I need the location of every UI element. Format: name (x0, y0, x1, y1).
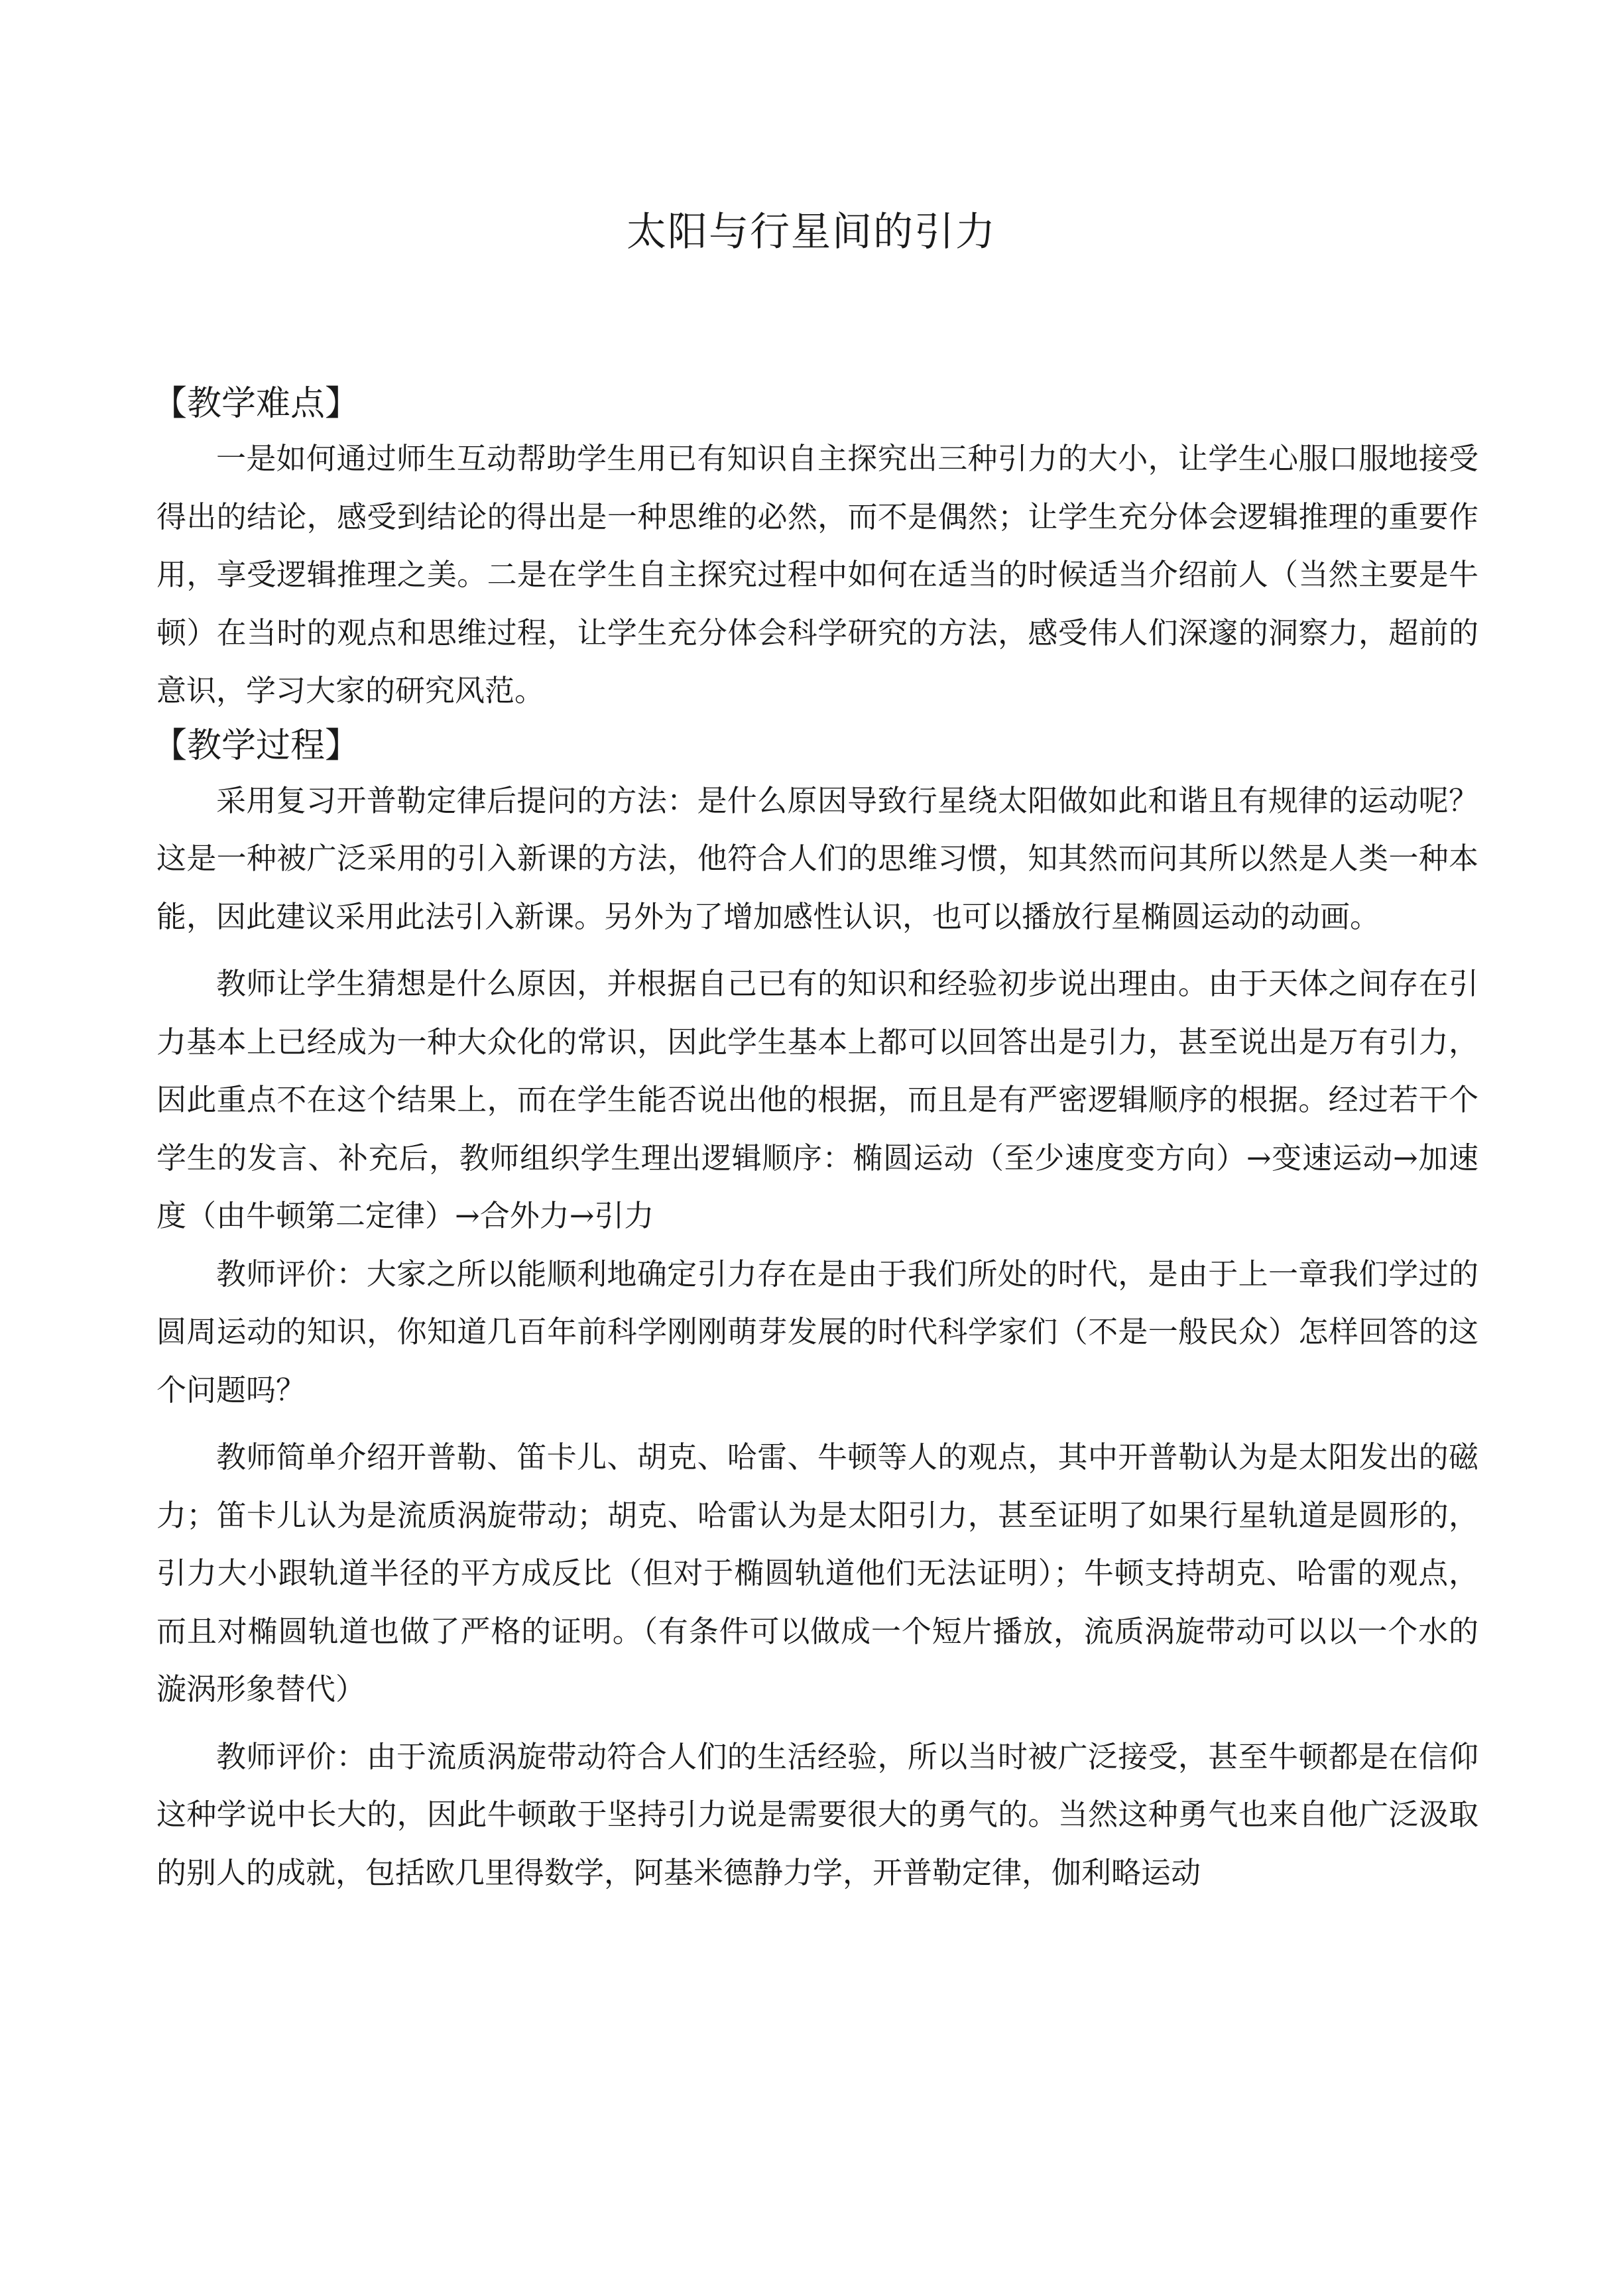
paragraph-intro: 采用复习开普勒定律后提问的方法：是什么原因导致行星绕太阳做如此和谐且有规律的运动呢？这是一种被广泛采用的引入新课的方法，他符合人们的思维习惯，知其然而问其所以然是人类一种本能，因此建议采用此法引入新课。另外为了增加感性认识，也可以播放行星椭圆运动的动画。 (156, 782, 1478, 934)
paragraph-history: 教师简单介绍开普勒、笛卡儿、胡克、哈雷、牛顿等人的观点，其中开普勒认为是太阳发出的磁力；笛卡儿认为是流质涡旋带动；胡克、哈雷认为是太阳引力，甚至证明了如果行星轨道是圆形的，引力大小跟轨道半径的平方成反比（但对于椭圆轨道他们无法证明）；牛顿支持胡克、哈雷的观点，而且对椭圆轨道也做了严格的证明。（有条件可以做成一个短片播放，流质涡旋带动可以以一个水的漩涡形象替代） (156, 1439, 1478, 1707)
document-body (152, 378, 1478, 1902)
section-heading-difficulties: 【教学难点】 (152, 384, 360, 424)
section-heading-process: 【教学过程】 (152, 725, 360, 766)
paragraph-guess: 教师让学生猜想是什么原因，并根据自己已有的知识和经验初步说出理由。由于天体之间存在引力基本上已经成为一种大众化的常识，因此学生基本上都可以回答出是引力，甚至说出是万有引力，因此重点不在这个结果上，而在学生能否说出他的根据，而且是有严密逻辑顺序的根据。经过若干个学生的发言、补充后，教师组织学生理出逻辑顺序：椭圆运动（至少速度变方向）→变速运动→加速度（由牛顿第二定律）→合外力→引力 (156, 966, 1478, 1233)
document-title: 太阳与行星间的引力 (627, 209, 996, 255)
paragraph-evaluation-2: 教师评价：由于流质涡旋带动符合人们的生活经验，所以当时被广泛接受，甚至牛顿都是在信仰这种学说中长大的，因此牛顿敢于坚持引力说是需要很大的勇气的。当然这种勇气也来自他广泛汲取的别人的成就，包括欧几里得数学，阿基米德静力学，开普勒定律，伽利略运动 (156, 1738, 1478, 1890)
paragraph-difficulties: 一是如何通过师生互动帮助学生用已有知识自主探究出三种引力的大小，让学生心服口服地接受得出的结论，感受到结论的得出是一种思维的必然，而不是偶然；让学生充分体会逻辑推理的重要作用，享受逻辑推理之美。二是在学生自主探究过程中如何在适当的时候适当介绍前人（当然主要是牛顿）在当时的观点和思维过程，让学生充分体会科学研究的方法，感受伟人们深邃的洞察力，超前的意识，学习大家的研究风范。 (156, 441, 1478, 708)
paragraph-evaluation-1: 教师评价：大家之所以能顺利地确定引力存在是由于我们所处的时代，是由于上一章我们学过的圆周运动的知识，你知道几百年前科学刚刚萌芽发展的时代科学家们（不是一般民众）怎样回答的这个问题吗？ (156, 1256, 1478, 1408)
